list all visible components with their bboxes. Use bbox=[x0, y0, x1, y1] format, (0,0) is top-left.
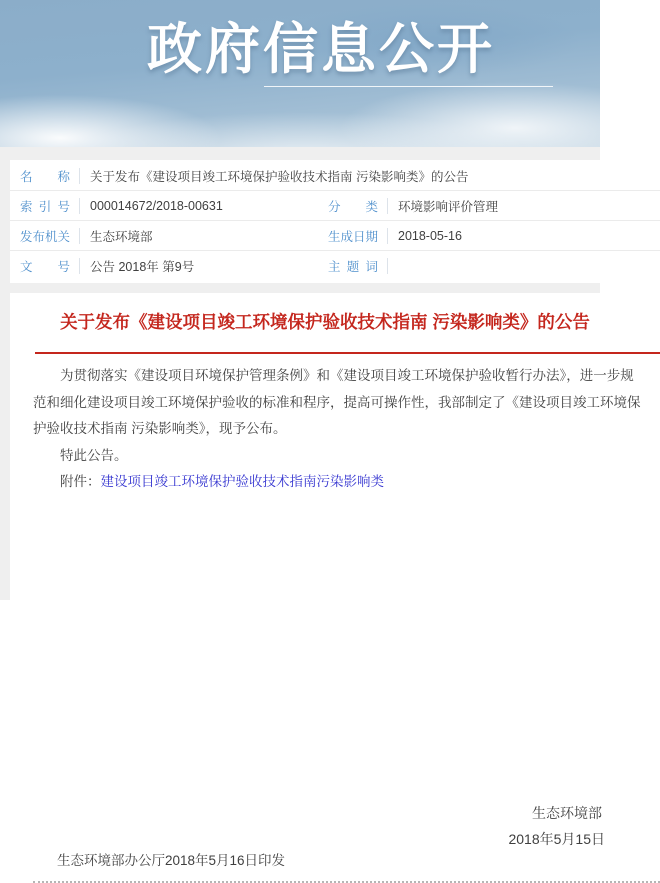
meta-label-docnum: 文号 bbox=[20, 260, 70, 274]
meta-row-index bbox=[10, 191, 660, 221]
meta-divider bbox=[387, 258, 388, 274]
meta-row-name bbox=[10, 161, 660, 191]
meta-value-docnum: 公告 2018年 第9号 bbox=[90, 260, 195, 274]
meta-label-subject: 主题词 bbox=[328, 260, 378, 274]
signature-date: 2018年5月15日 bbox=[508, 831, 605, 847]
meta-row-docnum bbox=[10, 251, 660, 281]
meta-cell-docnum bbox=[10, 251, 318, 281]
meta-value-name: 关于发布《建设项目竣工环境保护验收技术指南 污染影响类》的公告 bbox=[90, 169, 469, 184]
meta-cell-gen-date bbox=[318, 221, 660, 250]
meta-value-agency: 生态环境部 bbox=[90, 229, 153, 244]
meta-value-gen-date: 2018-05-16 bbox=[398, 228, 462, 243]
banner-title: 政府信息公开 bbox=[146, 18, 495, 80]
meta-label-gen-date: 生成日期 bbox=[328, 229, 379, 244]
meta-row-agency bbox=[10, 221, 660, 251]
banner bbox=[0, 0, 600, 147]
meta-value-category: 环境影响评价管理 bbox=[398, 199, 499, 214]
closing-line: 特此公告。 bbox=[60, 447, 128, 463]
document-title: 关于发布《建设项目竣工环境保护验收技术指南 污染影响类》的公告 bbox=[60, 312, 590, 332]
document-body bbox=[10, 363, 660, 496]
meta-cell-agency bbox=[10, 221, 318, 250]
meta-label-agency: 发布机关 bbox=[20, 229, 71, 244]
attachment-line bbox=[33, 469, 645, 496]
attachment-label: 附件： bbox=[60, 474, 101, 489]
red-rule bbox=[35, 352, 660, 354]
meta-cell-subject bbox=[318, 251, 660, 281]
meta-label-name: 名称 bbox=[20, 169, 70, 184]
metadata-panel bbox=[10, 160, 660, 283]
banner-underline bbox=[264, 86, 553, 87]
meta-value-index: 000014672/2018-00631 bbox=[90, 198, 223, 213]
signature-agency: 生态环境部 bbox=[532, 805, 602, 821]
attachment-link[interactable]: 建设项目竣工环境保护验收技术指南污染影响类 bbox=[100, 474, 384, 489]
meta-cell-category bbox=[318, 191, 660, 220]
meta-cell-name bbox=[10, 161, 468, 190]
meta-cell-index bbox=[10, 191, 318, 220]
meta-label-index: 索引号 bbox=[20, 199, 70, 214]
body-paragraph: 为贯彻落实《建设项目环境保护管理条例》和《建设项目竣工环境保护验收暂行办法》，进一步规范和细化建设项目竣工环境保护验收的标准和程序，提高可操作性，我部制定了《建设项目竣工环境保护验收技术指南 污染影响类》，现予公布。 bbox=[33, 368, 641, 436]
meta-label-category: 分类 bbox=[328, 199, 378, 214]
print-note: 生态环境部办公厅2018年5月16日印发 bbox=[57, 853, 286, 868]
document-panel bbox=[10, 293, 660, 868]
